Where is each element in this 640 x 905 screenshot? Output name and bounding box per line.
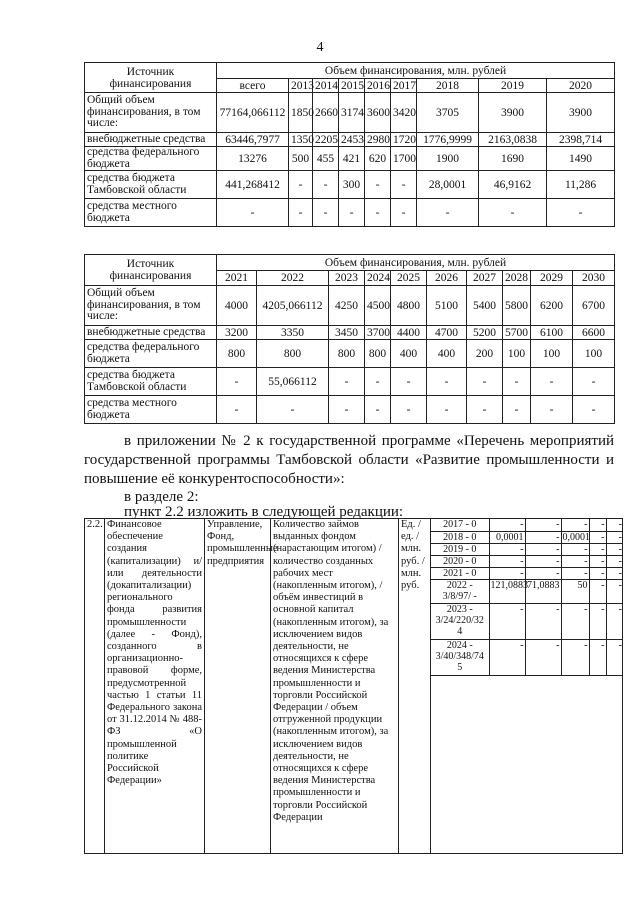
cell-value: 800: [217, 340, 257, 368]
cell-value: -: [289, 171, 313, 199]
cell-value: 800: [257, 340, 329, 368]
year-value: -: [489, 555, 525, 567]
year-value: -: [606, 579, 623, 603]
item-number: 2.2.: [85, 519, 105, 854]
column-header: всего: [217, 79, 289, 93]
table-row: [85, 340, 615, 368]
year-value: -: [606, 567, 623, 579]
year-value: -: [489, 567, 525, 579]
cell-value: 4700: [427, 326, 467, 340]
cell-value: 3350: [257, 326, 329, 340]
year-value: 71,0883: [525, 579, 561, 603]
cell-value: 63446,7977: [217, 133, 289, 147]
page-number: 4: [316, 40, 324, 55]
cell-value: -: [365, 199, 391, 227]
year-value: -: [589, 639, 606, 675]
cell-value: 200: [467, 340, 503, 368]
year-value: -: [489, 639, 525, 675]
table-row: [85, 147, 615, 171]
cell-value: 3420: [391, 93, 417, 133]
cell-value: 4800: [391, 286, 427, 326]
column-header: 2014: [313, 79, 339, 93]
year-row: [431, 543, 623, 555]
cell-value: 5400: [467, 286, 503, 326]
financing-table-2021-2030: [84, 254, 615, 424]
cell-value: 800: [365, 340, 391, 368]
table-row: [85, 93, 615, 133]
indicator: Количество займов выданных фондом (нарастающим итогом) / количество созданных рабочих мест (накопленным итогом), / объём инвестиций в основной капитал (накопленным итогом), за исключением видов деятельности, не относящихся к сфере ведения Министерства промышленности и торговли Российской Федерации / объем отгруженной продукции (накопленным итогом), за исключением видов деятельности, не относящихся к сфере ведения Министерства промышленности и торговли Российской Федерации: [271, 519, 399, 854]
row-label: средства бюджета Тамбовской области: [85, 368, 217, 396]
volume-header: Объем финансирования, млн. рублей: [217, 255, 615, 271]
year-values-table: [431, 519, 623, 676]
cell-value: 300: [339, 171, 365, 199]
year-values: [431, 519, 623, 854]
year-value: -: [525, 567, 561, 579]
cell-value: 2453: [339, 133, 365, 147]
column-header: 2028: [503, 271, 531, 286]
row-label: средства местного бюджета: [85, 396, 217, 424]
year-value: -: [525, 639, 561, 675]
cell-value: 421: [339, 147, 365, 171]
year-value: -: [561, 567, 589, 579]
cell-value: -: [479, 199, 547, 227]
cell-value: 1350: [289, 133, 313, 147]
cell-value: 55,066112: [257, 368, 329, 396]
year-value: -: [606, 531, 623, 543]
cell-value: -: [313, 199, 339, 227]
cell-value: 6700: [573, 286, 615, 326]
cell-value: 800: [329, 340, 365, 368]
year-value: -: [525, 603, 561, 639]
year-value: -: [589, 579, 606, 603]
cell-value: 3705: [417, 93, 479, 133]
year-value: -: [606, 519, 623, 531]
year-value: -: [525, 555, 561, 567]
cell-value: -: [391, 171, 417, 199]
unit: Ед. / ед. / млн. руб. / млн. руб.: [399, 519, 431, 854]
cell-value: 3900: [479, 93, 547, 133]
year-value: -: [606, 603, 623, 639]
column-header: 2022: [257, 271, 329, 286]
year-label: 2021 - 0: [431, 567, 489, 579]
year-value: -: [561, 555, 589, 567]
cell-value: -: [217, 396, 257, 424]
year-label: 2019 - 0: [431, 543, 489, 555]
cell-value: 2660: [313, 93, 339, 133]
cell-value: 400: [427, 340, 467, 368]
cell-value: 4205,066112: [257, 286, 329, 326]
year-value: -: [489, 519, 525, 531]
column-header: 2027: [467, 271, 503, 286]
cell-value: 6200: [531, 286, 573, 326]
cell-value: -: [329, 396, 365, 424]
column-header: 2020: [547, 79, 615, 93]
year-row: [431, 579, 623, 603]
column-header: 2030: [573, 271, 615, 286]
cell-value: 5200: [467, 326, 503, 340]
year-label: 2017 - 0: [431, 519, 489, 531]
cell-value: 5800: [503, 286, 531, 326]
cell-value: -: [467, 396, 503, 424]
cell-value: -: [391, 368, 427, 396]
cell-value: -: [365, 171, 391, 199]
cell-value: 3600: [365, 93, 391, 133]
cell-value: 1690: [479, 147, 547, 171]
row-label: средства бюджета Тамбовской области: [85, 171, 217, 199]
cell-value: -: [547, 199, 615, 227]
paragraph-section-2: в разделе 2:: [124, 489, 199, 505]
table-row: [85, 199, 615, 227]
cell-value: -: [365, 396, 391, 424]
year-value: -: [606, 543, 623, 555]
volume-header: Объем финансирования, млн. рублей: [217, 63, 615, 79]
table-row: [85, 396, 615, 424]
cell-value: 2205: [313, 133, 339, 147]
cell-value: -: [573, 368, 615, 396]
cell-value: 1700: [391, 147, 417, 171]
cell-value: 5700: [503, 326, 531, 340]
cell-value: 2398,714: [547, 133, 615, 147]
cell-value: -: [329, 368, 365, 396]
cell-value: 4500: [365, 286, 391, 326]
year-label: 2024 - 3/40/348/74 5: [431, 639, 489, 675]
column-header: 2019: [479, 79, 547, 93]
column-header: 2018: [417, 79, 479, 93]
year-label: 2022 - 3/8/97/ -: [431, 579, 489, 603]
column-header: 2015: [339, 79, 365, 93]
cell-value: 5100: [427, 286, 467, 326]
year-value: -: [589, 531, 606, 543]
cell-value: 2980: [365, 133, 391, 147]
cell-value: 100: [573, 340, 615, 368]
year-row: [431, 531, 623, 543]
source-header: Источник финансирования: [85, 255, 217, 286]
year-value: -: [589, 567, 606, 579]
year-value: -: [589, 603, 606, 639]
cell-value: 13276: [217, 147, 289, 171]
cell-value: -: [257, 396, 329, 424]
cell-value: -: [467, 368, 503, 396]
cell-value: 2163,0838: [479, 133, 547, 147]
cell-value: 1900: [417, 147, 479, 171]
cell-value: 500: [289, 147, 313, 171]
cell-value: 77164,066112: [217, 93, 289, 133]
cell-value: -: [503, 368, 531, 396]
cell-value: -: [573, 396, 615, 424]
cell-value: 1850: [289, 93, 313, 133]
cell-value: 1776,9999: [417, 133, 479, 147]
column-header: 2029: [531, 271, 573, 286]
year-label: 2020 - 0: [431, 555, 489, 567]
paragraph-item-2-2: пункт 2.2 изложить в следующей редакции:: [124, 504, 404, 520]
cell-value: -: [289, 199, 313, 227]
row-label: внебюджетные средства: [85, 133, 217, 147]
year-value: -: [525, 531, 561, 543]
cell-value: 6600: [573, 326, 615, 340]
cell-value: 28,0001: [417, 171, 479, 199]
cell-value: -: [313, 171, 339, 199]
year-label: 2018 - 0: [431, 531, 489, 543]
measure-name: Финансовое обеспечение создания (капитализации) и/или деятельности (докапитализации) регионального фонда развития промышленности (далее - Фонд), созданного в организационно-правовой форме, предусмотренной частью 1 статьи 11 Федерального закона от 31.12.2014 № 488-ФЗ «О промышленной политике Российской Федерации»: [105, 519, 205, 854]
column-header: 2016: [365, 79, 391, 93]
year-value: -: [489, 543, 525, 555]
cell-value: 441,268412: [217, 171, 289, 199]
cell-value: 3900: [547, 93, 615, 133]
year-value: 121,0883: [489, 579, 525, 603]
cell-value: -: [427, 396, 467, 424]
year-row: [431, 519, 623, 531]
cell-value: 400: [391, 340, 427, 368]
year-row: [431, 639, 623, 675]
cell-value: -: [391, 396, 427, 424]
cell-value: -: [339, 199, 365, 227]
cell-value: 100: [503, 340, 531, 368]
column-header: 2023: [329, 271, 365, 286]
cell-value: 4400: [391, 326, 427, 340]
table-row: [85, 171, 615, 199]
year-value: -: [606, 555, 623, 567]
cell-value: 100: [531, 340, 573, 368]
year-row: [431, 555, 623, 567]
year-value: -: [561, 543, 589, 555]
year-value: -: [525, 519, 561, 531]
cell-value: 1720: [391, 133, 417, 147]
cell-value: 3700: [365, 326, 391, 340]
cell-value: -: [417, 199, 479, 227]
row-label: Общий объем финансирования, в том числе:: [85, 286, 217, 326]
paragraph-appendix-2: в приложении № 2 к государственной программе «Перечень мероприятий государственной программы Тамбовской области «Развитие промышленности и повышение её конкурентоспособности»:: [84, 433, 614, 487]
year-value: 50: [561, 579, 589, 603]
table-row: [85, 326, 615, 340]
year-value: -: [489, 603, 525, 639]
row-label: средства федерального бюджета: [85, 340, 217, 368]
column-header: 2024: [365, 271, 391, 286]
column-header: 2017: [391, 79, 417, 93]
cell-value: -: [365, 368, 391, 396]
table-row: [85, 133, 615, 147]
executor: Управление, Фонд, промышленные предприятия: [205, 519, 271, 854]
row-label: средства местного бюджета: [85, 199, 217, 227]
cell-value: 4250: [329, 286, 365, 326]
row-label: средства федерального бюджета: [85, 147, 217, 171]
cell-value: 46,9162: [479, 171, 547, 199]
cell-value: 3200: [217, 326, 257, 340]
year-value: -: [525, 543, 561, 555]
cell-value: -: [217, 199, 289, 227]
cell-value: 3174: [339, 93, 365, 133]
year-value: 0,0001: [562, 531, 590, 543]
source-header: Источник финансирования: [85, 63, 217, 93]
column-header: 2025: [391, 271, 427, 286]
table-row: [85, 286, 615, 326]
cell-value: -: [427, 368, 467, 396]
cell-value: -: [217, 368, 257, 396]
column-header: 2021: [217, 271, 257, 286]
cell-value: 620: [365, 147, 391, 171]
table-row: [85, 368, 615, 396]
year-label: 2023 - 3/24/220/32 4: [431, 603, 489, 639]
column-header: 2013: [289, 79, 313, 93]
row-label: внебюджетные средства: [85, 326, 217, 340]
year-value: -: [606, 639, 623, 675]
year-value: -: [561, 639, 589, 675]
cell-value: 4000: [217, 286, 257, 326]
cell-value: -: [531, 368, 573, 396]
year-value: -: [589, 555, 606, 567]
year-row: [431, 603, 623, 639]
year-row: [431, 567, 623, 579]
financing-table-2013-2020: [84, 62, 615, 227]
cell-value: -: [503, 396, 531, 424]
measure-table-row-2-2: [84, 518, 623, 854]
year-value: -: [589, 519, 606, 531]
year-value: -: [589, 543, 606, 555]
year-value: 0,0001: [489, 531, 525, 543]
year-value: -: [561, 519, 589, 531]
cell-value: -: [391, 199, 417, 227]
row-label: Общий объем финансирования, в том числе:: [85, 93, 217, 133]
cell-value: 11,286: [547, 171, 615, 199]
cell-value: -: [531, 396, 573, 424]
cell-value: 3450: [329, 326, 365, 340]
cell-value: 455: [313, 147, 339, 171]
cell-value: 1490: [547, 147, 615, 171]
column-header: 2026: [427, 271, 467, 286]
year-value: -: [561, 603, 589, 639]
cell-value: 6100: [531, 326, 573, 340]
